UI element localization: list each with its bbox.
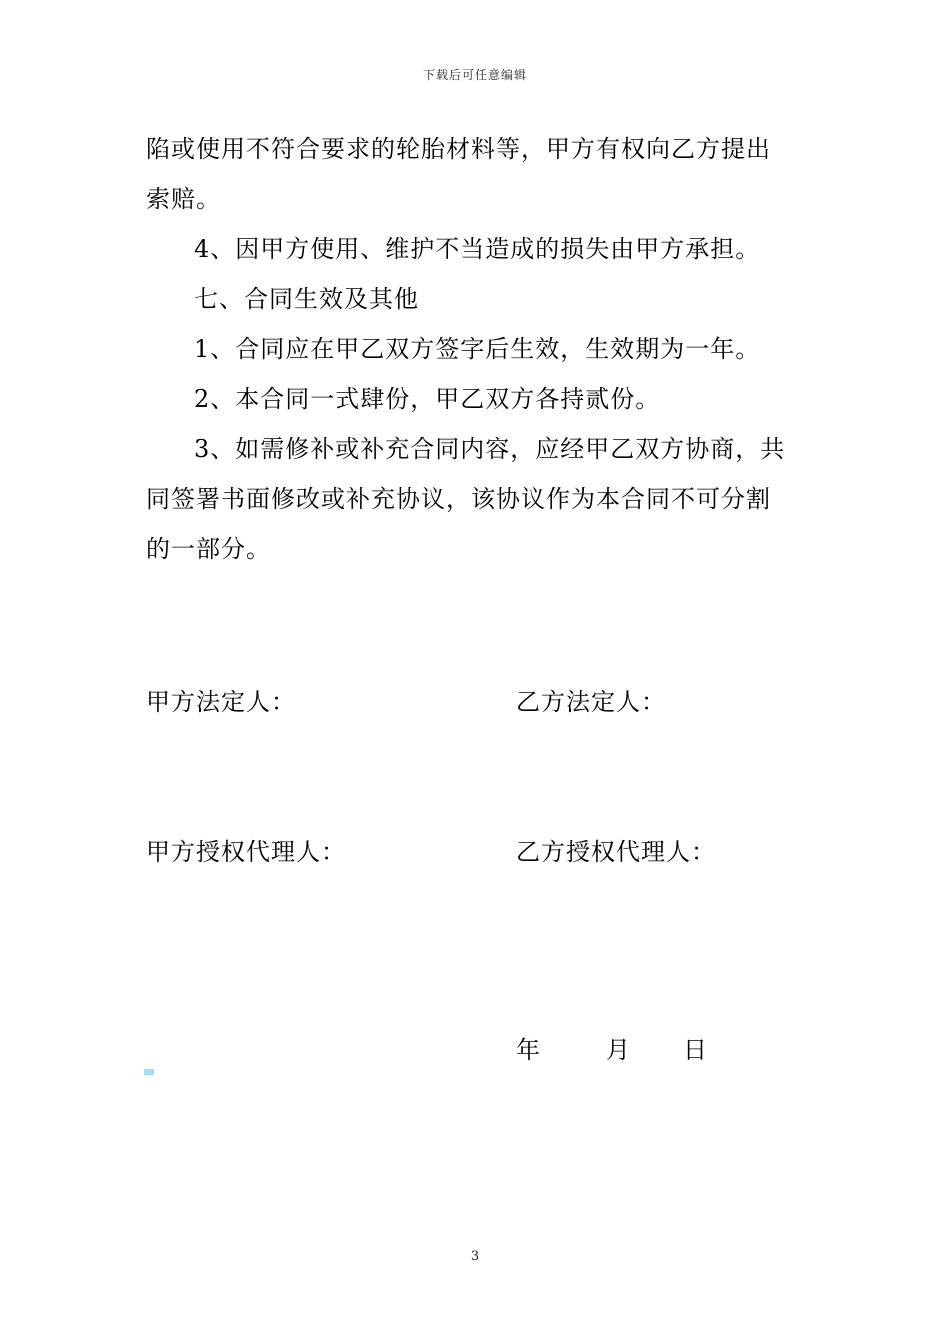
party-b-legal-label: 乙方法定人： — [516, 688, 666, 716]
page-header: 下载后可任意编辑 — [422, 68, 527, 82]
section-heading-7: 七、合同生效及其他 — [194, 285, 419, 313]
date-month-label: 月 — [606, 1036, 630, 1064]
date-year-label: 年 — [516, 1036, 540, 1064]
party-a-legal-label: 甲方法定人： — [146, 688, 296, 716]
body-line-1: 陷或使用不符合要求的轮胎材料等，甲方有权向乙方提出 — [146, 135, 771, 163]
clause-3-line-3: 的一部分。 — [146, 535, 271, 563]
clause-1: 1、合同应在甲乙双方签字后生效，生效期为一年。 — [194, 335, 761, 363]
clause-3-line-2: 同签署书面修改或补充协议，该协议作为本合同不可分割 — [146, 485, 771, 513]
party-a-agent-label: 甲方授权代理人： — [146, 838, 346, 866]
page-number: 3 — [470, 1249, 480, 1264]
body-line-2: 索赔。 — [146, 185, 221, 213]
clause-4: 4、因甲方使用、维护不当造成的损失由甲方承担。 — [194, 235, 761, 263]
cursor-mark — [144, 1069, 154, 1075]
clause-3-line-1: 3、如需修补或补充合同内容，应经甲乙双方协商，共 — [194, 435, 786, 463]
clause-2: 2、本合同一式肆份，甲乙双方各持贰份。 — [194, 385, 661, 413]
party-b-agent-label: 乙方授权代理人： — [516, 838, 716, 866]
date-day-label: 日 — [683, 1036, 707, 1064]
